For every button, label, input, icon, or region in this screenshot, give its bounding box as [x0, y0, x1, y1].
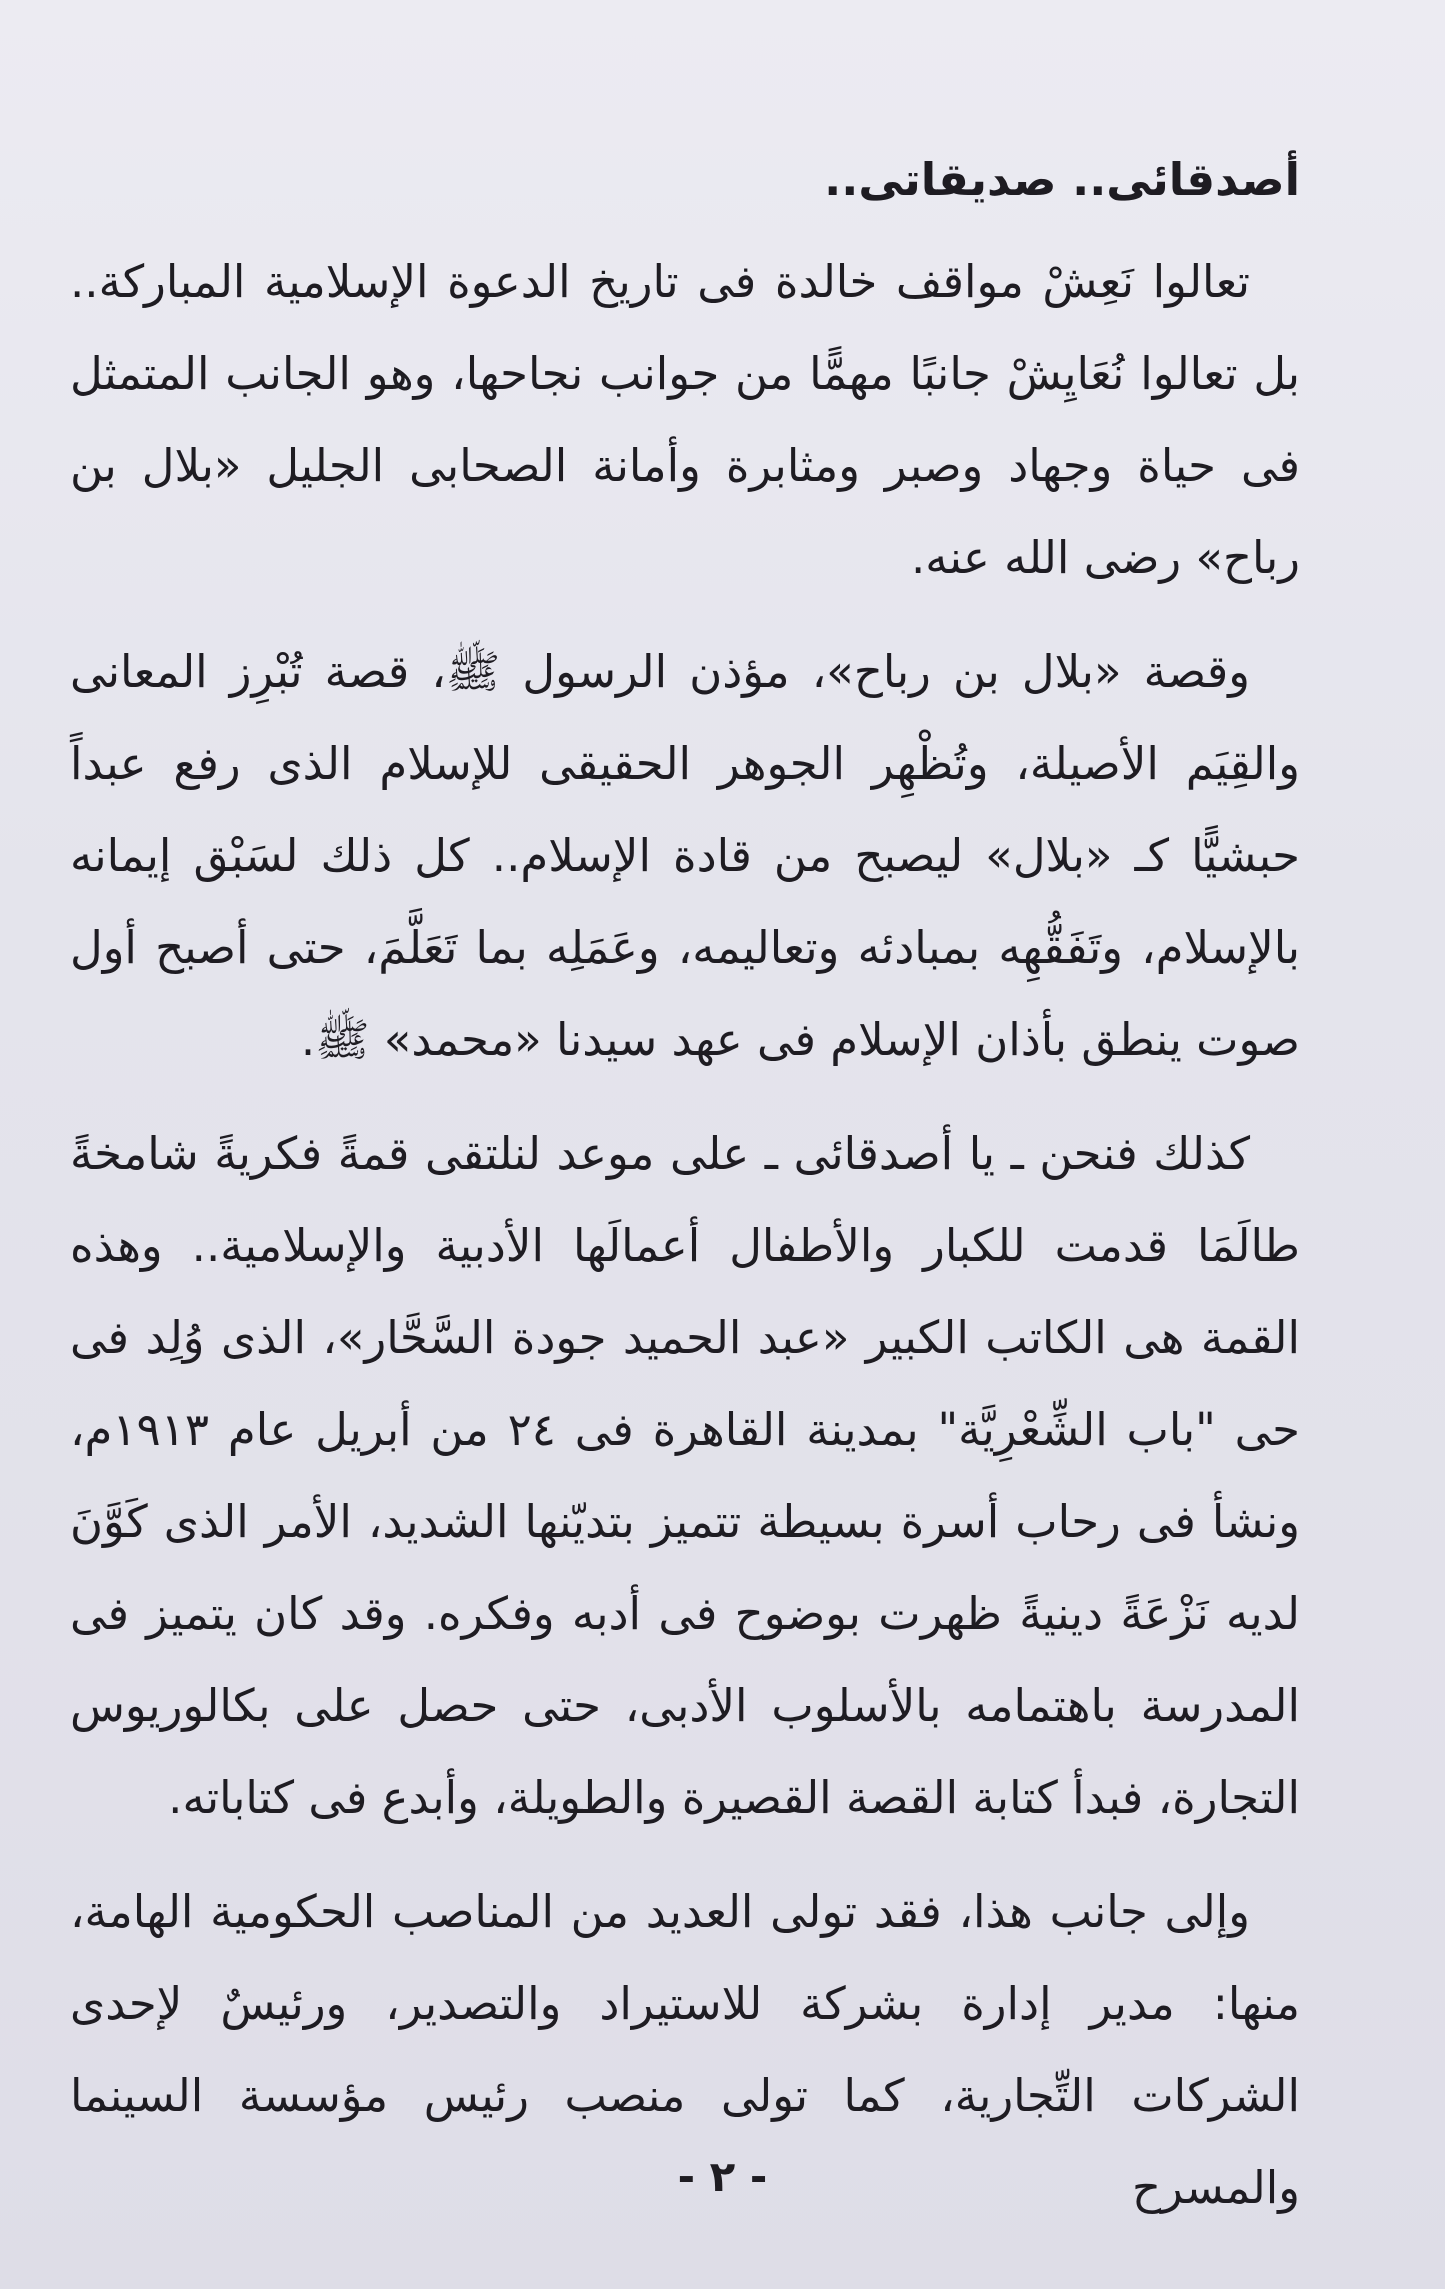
- paragraph-1: تعالوا نَعِشْ مواقف خالدة فى تاريخ الدعوة الإسلامية المباركة.. بل تعالوا نُعَايِشْ جانبًا مهمًّا من جوانب نجاحها، وهو الجانب المتمثل فى حياة وجهاد وصبر ومثابرة وأمانة الصحابى الجليل «بلال بن رباح» رضى الله عنه.: [70, 255, 1300, 584]
- paragraph-3: كذلك فنحن ـ يا أصدقائى ـ على موعد لنلتقى قمةً فكريةً شامخةً طالَمَا قدمت للكبار والأطفال أعمالَها الأدبية والإسلامية.. وهذه القمة هى الكاتب الكبير «عبد الحميد جودة السَّحَّار»، الذى وُلِد فى حى "باب الشِّعْرِيَّة" بمدينة القاهرة فى ٢٤ من أبريل عام ١٩١٣م، ونشأ فى رحاب أسرة بسيطة تتميز بتديّنها الشديد، الأمر الذى كَوَّنَ لديه نَزْعَةً دينيةً ظهرت بوضوح فى أدبه وفكره. وقد كان يتميز فى المدرسة باهتمامه بالأسلوب الأدبى، حتى حصل على بكالوريوس التجارة، فبدأ كتابة القصة القصيرة والطويلة، وأبدع فى كتاباته.: [70, 1127, 1300, 1824]
- paragraph-2: وقصة «بلال بن رباح»، مؤذن الرسول ﷺ، قصة تُبْرِز المعانى والقِيَم الأصيلة، وتُظْهِر الجوهر الحقيقى للإسلام الذى رفع عبداً حبشيًّا كـ «بلال» ليصبح من قادة الإسلام.. كل ذلك لسَبْق إيمانه بالإسلام، وتَفَقُّهِه بمبادئه وتعاليمه، وعَمَلِه بما تَعَلَّمَ، حتى أصبح أول صوت ينطق بأذان الإسلام فى عهد سيدنا «محمد» ﷺ.: [70, 645, 1300, 1066]
- paragraph-4: وإلى جانب هذا، فقد تولى العديد من المناصب الحكومية الهامة، منها: مدير إدارة بشركة للاستيراد والتصدير، ورئيسٌ لإحدى الشركات التِّجارية، كما تولى منصب رئيس مؤسسة السينما والمسرح: [70, 1885, 1300, 2214]
- page-body: [70, 140, 1300, 2256]
- page-number: - ٢ -: [677, 2152, 768, 2201]
- page-heading: أصدقائى.. صديقاتى..: [824, 153, 1300, 206]
